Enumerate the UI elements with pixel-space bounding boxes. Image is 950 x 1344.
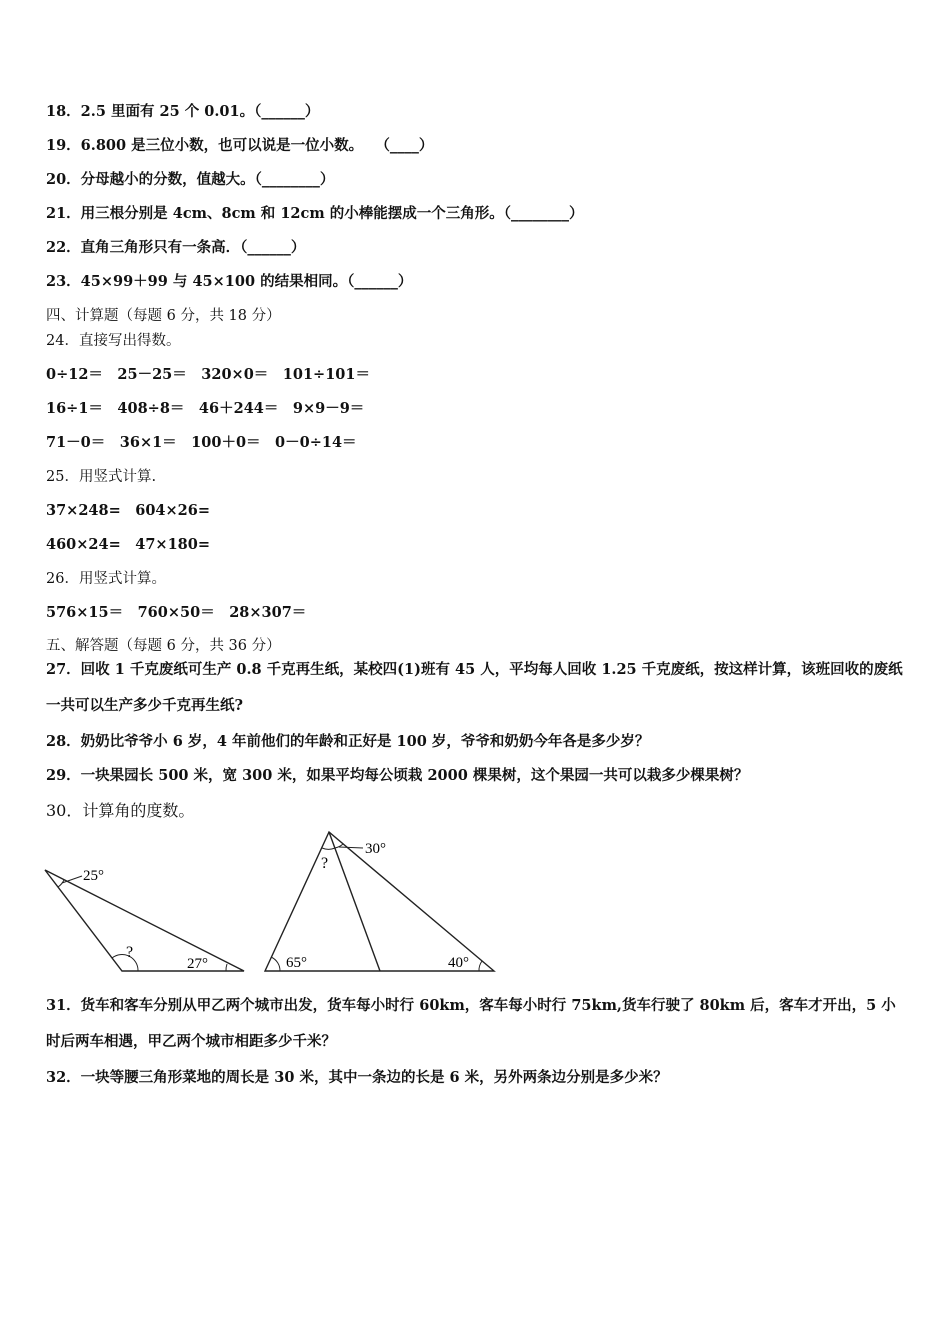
question-32: 32．一块等腰三角形菜地的周长是 30 米，其中一条边的长是 6 米，另外两条边分别是多少米？ [46,1069,668,1086]
q24-row-2: 16÷1＝ 408÷8＝ 46＋244＝ 9×9－9＝ [46,400,365,417]
q25-row-2: 460×24= 47×180= [46,536,210,553]
triangle-2-arc-right [479,961,482,971]
section-5-title: 五、解答题（每题 6 分，共 36 分） [46,638,281,654]
question-30: 30．计算角的度数。 [46,801,195,820]
triangle-1-arc-right [226,964,227,971]
question-31: 31．货车和客车分别从甲乙两个城市出发，货车每小时行 60km，客车每小时行 75km,货车行驶了 80km 后，客车才开出，5 小时后两车相遇，甲乙两个城市相距多少千米？ [46,997,896,1050]
triangle-1-angle-right: 27° [187,956,208,972]
triangle-1-arc-top [58,880,64,887]
triangle-1-angle-unknown: ? [126,944,134,961]
triangle-2-leader [339,847,363,848]
question-18: 18．2.5 里面有 25 个 0.01。（______） [46,103,320,120]
triangle-2-arc-unknown [322,848,335,849]
question-22: 22．直角三角形只有一条高．（______） [46,239,306,256]
q24-row-1: 0÷12＝ 25－25＝ 320×0＝ 101÷101＝ [46,366,370,383]
triangle-2-angle-top: 30° [365,841,386,857]
question-28: 28．奶奶比爷爷小 6 岁，4 年前他们的年龄和正好是 100 岁，爷爷和奶奶今年各是多少岁？ [46,733,650,750]
triangle-2-arc-left [271,957,280,971]
section-4-title: 四、计算题（每题 6 分，共 18 分） [46,308,281,324]
question-25: 25．用竖式计算. [46,469,157,485]
triangle-figure-1 [40,860,250,978]
triangle-2-angle-right: 40° [448,955,469,971]
question-24: 24．直接写出得数。 [46,333,181,349]
question-20: 20．分母越小的分数，值越大。（________） [46,171,335,188]
triangle-2-angle-unknown: ? [321,855,329,872]
triangle-1-angle-top: 25° [83,868,104,884]
question-21: 21．用三根分别是 4cm、8cm 和 12cm 的小棒能摆成一个三角形。（________） [46,205,584,222]
triangle-1-outline [45,870,244,971]
q26-row-1: 576×15＝ 760×50＝ 28×307＝ [46,604,307,621]
triangle-figure-2 [258,826,502,978]
question-19: 19．6.800 是三位小数，也可以说是一位小数。 （____） [46,137,434,154]
triangle-2-angle-left: 65° [286,955,307,971]
question-26: 26．用竖式计算。 [46,571,166,587]
question-27: 27．回收 1 千克废纸可生产 0.8 千克再生纸，某校四(1)班有 45 人，平均每人回收 1.25 千克废纸，按这样计算，该班回收的废纸一共可以生产多少千克再生纸? [46,661,903,714]
question-23: 23．45×99＋99 与 45×100 的结果相同。（______） [46,273,413,290]
question-29: 29．一块果园长 500 米，宽 300 米，如果平均每公顷栽 2000 棵果树，这个果园一共可以栽多少棵果树？ [46,767,749,784]
q24-row-3: 71－0＝ 36×1＝ 100＋0＝ 0－0÷14＝ [46,434,357,451]
q25-row-1: 37×248= 604×26= [46,502,210,519]
